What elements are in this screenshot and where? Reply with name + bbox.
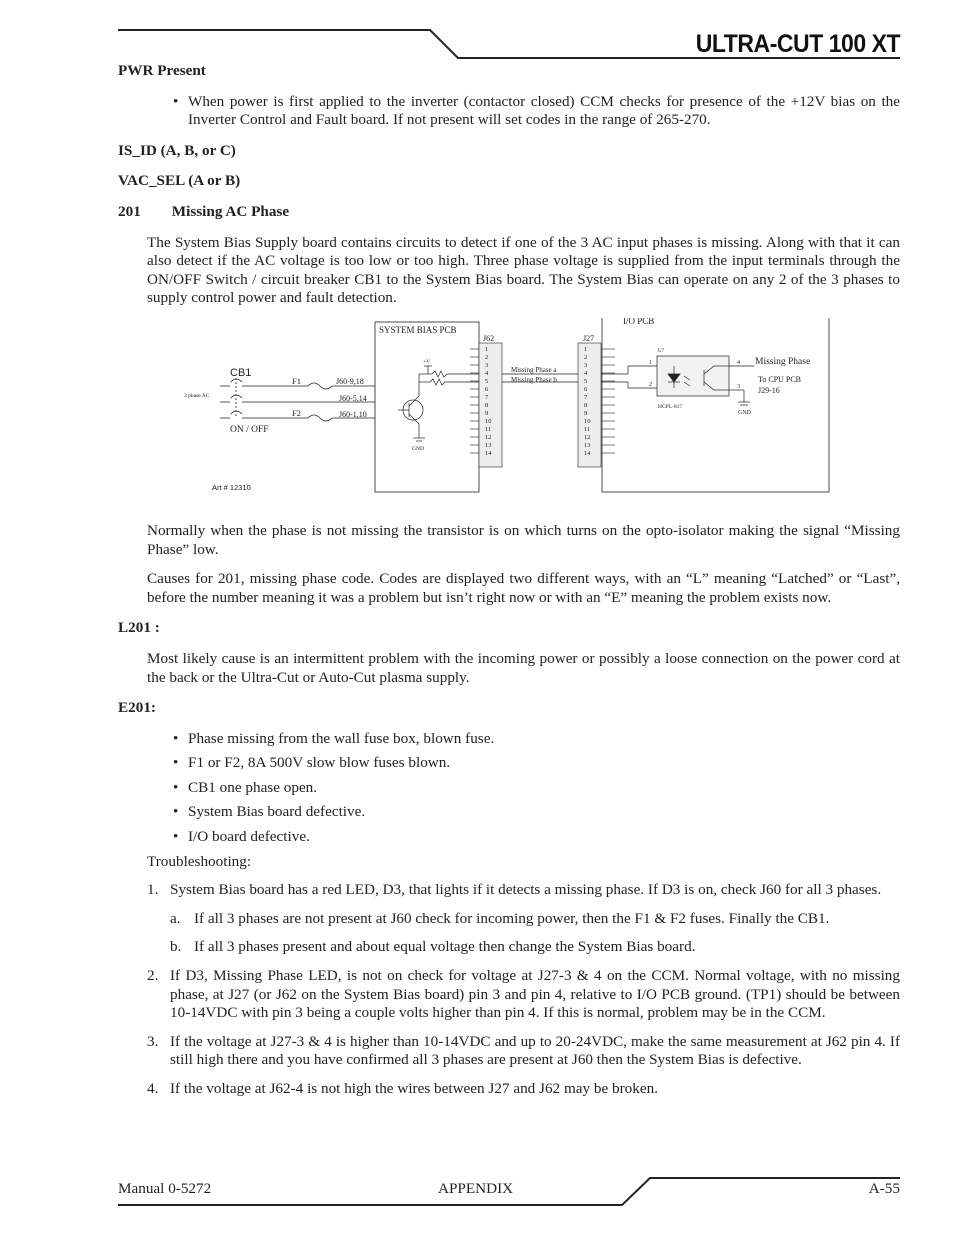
- troubleshooting-step: [118, 1033, 900, 1070]
- missing-phase-label: Missing Phase: [755, 356, 811, 367]
- l201-heading: L201 :: [118, 619, 160, 637]
- connector-pin-label: 6: [584, 385, 588, 393]
- connector-pin-label: 1: [485, 345, 489, 353]
- f2-label: F2: [292, 407, 301, 418]
- substep-letter: a.: [170, 909, 181, 927]
- io-pcb-label: I/O PCB: [623, 317, 655, 326]
- j60-b-label: J60-5,14: [339, 393, 367, 403]
- connector-pin-label: 12: [485, 433, 492, 441]
- system-bias-label: SYSTEM BIAS PCB: [379, 324, 457, 335]
- vac-sel-heading: VAC_SEL (A or B): [118, 172, 241, 190]
- code-201-heading: [118, 203, 900, 222]
- troubleshooting-label: Troubleshooting:: [147, 852, 252, 870]
- troubleshooting-step: [118, 1080, 900, 1099]
- troubleshooting-step: [118, 881, 900, 900]
- connector-pin-label: 5: [584, 377, 588, 385]
- on-off-label: ON / OFF: [230, 424, 269, 435]
- cb1-label: CB1: [230, 366, 252, 379]
- code-201-number: 201: [118, 202, 141, 220]
- connector-pin-label: 8: [485, 401, 489, 409]
- connector-pin-label: 7: [485, 393, 489, 401]
- u7-label: U7: [658, 348, 665, 354]
- opto-isolator: [601, 356, 754, 405]
- footer-manual-number: Manual 0-5272: [118, 1180, 212, 1197]
- missing-phase-circuit-diagram: [118, 318, 900, 512]
- pwr-present-heading: PWR Present: [118, 62, 206, 79]
- art-number: Art # 12310: [212, 482, 251, 492]
- opto-pin-2: 2: [649, 381, 652, 388]
- connector-pin-label: 11: [485, 425, 492, 433]
- connector-pin-label: 3: [485, 361, 489, 369]
- normal-operation-text: Normally when the phase is not missing the transistor is on which turns on the opto-isolator making the signal “Missing Phase” low.: [147, 521, 900, 558]
- page-header-title: ULTRA-CUT 100 XT: [695, 30, 900, 58]
- connector-pin-label: 12: [584, 433, 591, 441]
- connector-pin-label: 14: [584, 449, 591, 457]
- substep-letter: b.: [170, 938, 182, 956]
- page-content: [118, 62, 900, 1099]
- e201-bullet: • System Bias board defective.: [118, 803, 900, 822]
- connector-pin-label: 2: [584, 353, 588, 361]
- f1-label: F1: [292, 375, 301, 386]
- connector-pin-label: 10: [584, 417, 591, 425]
- transistor-gnd-label: GND: [412, 445, 424, 452]
- troubleshooting-substep: [118, 910, 900, 929]
- step-text: If the voltage at J62-4 is not high the wires between J27 and J62 may be broken.: [170, 1080, 658, 1097]
- opto-pin-1: 1: [649, 359, 652, 366]
- j29-label: J29-16: [758, 385, 780, 395]
- pwr-present-bullet: • When power is first applied to the inverter (contactor closed) CCM checks for presence of the +12V bias on the Inverter Control and Fault board. If not present will set codes in the range of 265-270.: [118, 93, 900, 130]
- code-201-title: Missing AC Phase: [171, 202, 290, 220]
- system-bias-pcb-box: [375, 322, 479, 492]
- j60-c-label: J60-1,10: [339, 409, 367, 419]
- step-number: 1.: [147, 881, 159, 899]
- troubleshooting-step: [118, 967, 900, 1023]
- step-text: If the voltage at J27-3 & 4 is higher than 10-14VDC and up to 20-24VDC, make the same measurement at J62 pin 4. If still high there and you have confirmed all 3 phases are present at J60 then the System Bias is defective.: [170, 1032, 900, 1069]
- connector-pin-label: 13: [485, 441, 492, 449]
- connector-pin-label: 4: [584, 369, 588, 377]
- troubleshooting-substep: [118, 938, 900, 957]
- missing-phase-a-label: Missing Phase a: [511, 365, 557, 374]
- plus-v-label: +V: [423, 358, 431, 365]
- connector-pin-label: 9: [584, 409, 588, 417]
- footer-section-name: APPENDIX: [438, 1180, 514, 1197]
- causes-text: Causes for 201, missing phase code. Codes are displayed two different ways, with an “L” meaning “Latched” or “Last”, before the number meaning it was a problem but isn’t right now or with an “E” meaning the problem exists now.: [147, 570, 900, 606]
- e201-bullet: • F1 or F2, 8A 500V slow blow fuses blown.: [118, 754, 900, 773]
- step-number: 2.: [147, 967, 159, 985]
- connector-pin-label: 2: [485, 353, 489, 361]
- three-phase-label: 3 phase AC: [184, 392, 210, 399]
- is-id-heading: IS_ID (A, B, or C): [118, 141, 236, 159]
- transistor-circuit: [398, 366, 479, 441]
- connector-pin-label: 4: [485, 369, 489, 377]
- opto-pin-3: 3: [737, 383, 740, 390]
- substep-text: If all 3 phases present and about equal voltage then change the System Bias board.: [194, 938, 696, 956]
- to-cpu-label: To CPU PCB: [758, 374, 802, 384]
- step-number: 3.: [147, 1032, 159, 1050]
- e201-bullet: • CB1 one phase open.: [118, 779, 900, 798]
- connector-pin-label: 8: [584, 401, 588, 409]
- connector-pin-label: 10: [485, 417, 492, 425]
- e201-bullet: • I/O board defective.: [118, 828, 900, 847]
- footer-page-number: A-55: [868, 1180, 900, 1197]
- e201-heading: E201:: [118, 699, 156, 717]
- connector-pin-label: 13: [584, 441, 591, 449]
- code-201-intro: The System Bias Supply board contains circuits to detect if one of the 3 AC input phases is missing. Along with that it can also detect if the AC voltage is too low or too high. Three phase voltage is supplied from the input terminals through the ON/OFF Switch / circuit breaker CB1 to the System Bias board. The System Bias can operate on any 2 of the 3 phases to supply control power and fault detection.: [147, 233, 900, 307]
- step-number: 4.: [147, 1080, 159, 1097]
- j27-label: J27: [583, 333, 595, 343]
- io-pcb-box: [602, 318, 829, 492]
- connector-pin-label: 3: [584, 361, 588, 369]
- j62-label: J62: [483, 333, 495, 343]
- connector-pin-label: 7: [584, 393, 588, 401]
- e201-bullet: • Phase missing from the wall fuse box, blown fuse.: [118, 730, 900, 749]
- l201-text: Most likely cause is an intermittent problem with the incoming power or possibly a loose connection on the power cord at the back or the Ultra-Cut or Auto-Cut plasma supply.: [147, 649, 900, 686]
- j60-a-label: J60-9,18: [336, 376, 364, 386]
- opto-pin-4: 4: [737, 359, 740, 366]
- connector-pin-label: 5: [485, 377, 489, 385]
- connector-pin-label: 14: [485, 449, 492, 457]
- connector-pin-label: 11: [584, 425, 591, 433]
- connector-pin-label: 6: [485, 385, 489, 393]
- connector-pin-label: 9: [485, 409, 489, 417]
- step-text: System Bias board has a red LED, D3, that lights if it detects a missing phase. If D3 is on, check J60 for all 3 phases.: [170, 881, 882, 899]
- step-text: If D3, Missing Phase LED, is not on check for voltage at J27-3 & 4 on the CCM. Normal voltage, with no missing phase, at J27 (or J62 on the System Bias board) pin 3 and pin 4, relative to I/O PCB ground. (TP1) should be between 10-14VDC with pin 3 being a couple volts higher than pin 4. If this is normal, problem may be in the CCM.: [170, 967, 900, 1022]
- opto-gnd-label: GND: [738, 409, 751, 416]
- missing-phase-b-label: Missing Phase b: [511, 375, 557, 384]
- connector-pin-label: 1: [584, 345, 588, 353]
- substep-text: If all 3 phases are not present at J60 check for incoming power, then the F1 & F2 fuses. Finally the CB1.: [194, 909, 830, 927]
- hcpl-label: HCPL-817: [658, 403, 683, 410]
